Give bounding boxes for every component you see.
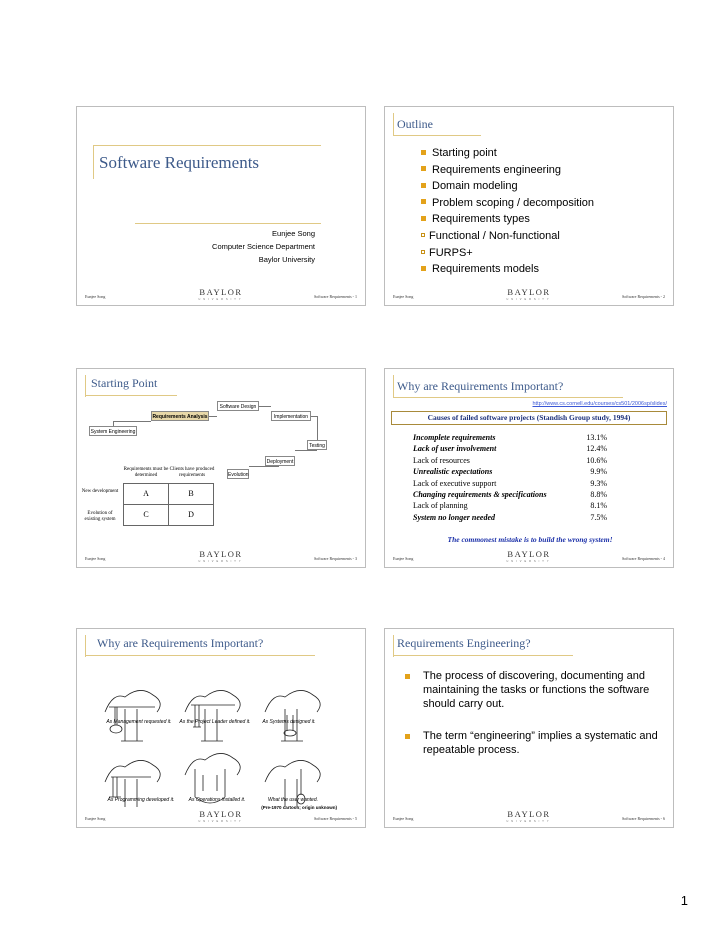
footer-page: Software Requirements - 5	[314, 816, 357, 821]
footer-page: Software Requirements - 4	[622, 556, 665, 561]
bullet-square-icon	[405, 734, 410, 739]
matrix-cell-d: D	[168, 504, 214, 526]
tree-swing-cartoon	[95, 657, 335, 807]
box-system-engineering: System Engineering	[89, 426, 137, 436]
slide-4	[384, 368, 674, 568]
cause-value: 7.5%	[590, 512, 607, 522]
footer-author: Eunjee Song	[393, 816, 414, 821]
page-number: 1	[680, 893, 688, 908]
footer-page: Software Requirements - 3	[314, 556, 357, 561]
caption-operations: As Operations installed it.	[188, 797, 246, 803]
cause-value: 8.8%	[590, 490, 607, 499]
outline-item: Requirements types	[421, 211, 594, 228]
caption-programming: As Programming developed it.	[107, 797, 175, 803]
slide-1	[76, 106, 366, 306]
slide-title: Outline	[397, 117, 433, 131]
baylor-logo-sub: UNIVERSITY	[506, 820, 552, 823]
slide-footer	[393, 287, 665, 299]
baylor-logo-sub: UNIVERSITY	[198, 820, 244, 823]
title-rule-left	[85, 375, 86, 397]
bullet-square-icon	[421, 183, 426, 188]
cause-value: 8.1%	[590, 501, 607, 511]
outline-item: Requirements engineering	[421, 162, 594, 179]
sub-bullet-icon	[421, 250, 425, 254]
cartoon-credit: (Pre-1970 cartoon; origin unknown)	[261, 805, 337, 810]
slide-title: Why are Requirements Important?	[97, 636, 264, 650]
slide-5	[76, 628, 366, 828]
conclusion: The commonest mistake is to build the wrong system!	[447, 535, 613, 544]
caption-project-leader: As the Project Leader defined it.	[179, 719, 251, 725]
table-row	[413, 467, 607, 478]
outline-item: Requirements models	[421, 261, 594, 278]
outline-subitem: FURPS+	[421, 245, 594, 262]
baylor-logo-sub: UNIVERSITY	[198, 298, 244, 301]
baylor-logo: BAYLOR	[199, 549, 243, 559]
baylor-logo-sub: UNIVERSITY	[506, 560, 552, 563]
footer-author: Eunjee Song	[393, 294, 414, 299]
footer-page: Software Requirements - 6	[622, 816, 665, 821]
slide-title: Starting Point	[91, 376, 158, 390]
connector-line	[317, 416, 318, 440]
table-row	[413, 444, 607, 455]
source-link[interactable]: http://www.cs.cornell.edu/courses/cs501/2006sp/slides/	[532, 401, 667, 407]
baylor-logo: BAYLOR	[507, 287, 551, 297]
table-row	[413, 433, 607, 444]
slide-footer	[393, 809, 665, 821]
baylor-logo: BAYLOR	[199, 809, 243, 819]
slide-title: Why are Requirements Important?	[397, 379, 564, 393]
footer-author: Eunjee Song	[85, 816, 106, 821]
slide-footer	[85, 287, 357, 299]
cause-label: System no longer needed	[413, 512, 495, 522]
baylor-logo-sub: UNIVERSITY	[198, 560, 244, 563]
footer-author: Eunjee Song	[85, 294, 106, 299]
outline-list	[421, 145, 594, 278]
title-rule-bottom	[393, 655, 573, 656]
cause-label: Lack of executive support	[413, 478, 497, 488]
caption-user-wanted: What the user wanted.	[267, 797, 319, 803]
cause-value: 13.1%	[586, 433, 607, 442]
col-header-2: Clients have produced requirements	[169, 467, 215, 478]
matrix-cell-b: B	[168, 483, 214, 505]
title-rule-left	[393, 113, 394, 135]
baylor-logo: BAYLOR	[199, 287, 243, 297]
outline-item: Domain modeling	[421, 178, 594, 195]
cause-value: 10.6%	[586, 455, 607, 465]
author-univ: Baylor University	[258, 255, 315, 264]
cause-label: Lack of planning	[413, 501, 468, 511]
slide-6	[384, 628, 674, 828]
matrix-cell-a: A	[123, 483, 169, 505]
footer-page: Software Requirements - 1	[314, 294, 357, 299]
slide-3	[76, 368, 366, 568]
footer-author: Eunjee Song	[85, 556, 106, 561]
connector-line	[259, 406, 271, 407]
row-header-2: Evolution of existing system	[84, 511, 116, 522]
title-rule-left	[393, 375, 394, 397]
cause-value: 12.4%	[586, 444, 607, 454]
row-header-1: New development	[81, 489, 119, 494]
re-item: The term “engineering” implies a systematic and repeatable process.	[403, 729, 658, 757]
baylor-logo-sub: UNIVERSITY	[506, 298, 552, 301]
slide-footer	[85, 809, 357, 821]
col-header-1: Requirements must be determined	[123, 467, 169, 478]
cause-value: 9.3%	[590, 478, 607, 488]
outline-item: Problem scoping / decomposition	[421, 195, 594, 212]
cause-label: Lack of user involvement	[413, 444, 497, 454]
slide-title: Requirements Engineering?	[397, 636, 531, 650]
box-requirements-analysis: Requirements Analysis	[151, 411, 209, 421]
cause-value: 9.9%	[590, 467, 607, 477]
table-row	[413, 490, 607, 501]
slide-footer	[85, 549, 357, 561]
bullet-square-icon	[421, 150, 426, 155]
connector-line	[209, 416, 217, 417]
connector-line	[295, 450, 317, 451]
bullet-square-icon	[405, 674, 410, 679]
cause-label: Unrealistic expectations	[413, 467, 493, 477]
baylor-logo: BAYLOR	[507, 809, 551, 819]
title-rule-bottom	[135, 223, 321, 224]
cause-label: Incomplete requirements	[413, 433, 496, 442]
cartoon-panels	[95, 657, 335, 807]
bullet-square-icon	[421, 216, 426, 221]
box-implementation: Implementation	[271, 411, 311, 421]
table-row	[413, 501, 607, 512]
re-list	[403, 669, 658, 775]
bullet-square-icon	[421, 266, 426, 271]
footer-author: Eunjee Song	[393, 556, 414, 561]
table-row	[413, 513, 607, 524]
slide-2	[384, 106, 674, 306]
title-rule-left	[85, 635, 86, 657]
title-rule-top	[93, 145, 321, 146]
outline-subitem: Functional / Non-functional	[421, 228, 594, 245]
table-row	[413, 456, 607, 467]
table-title-box	[391, 411, 667, 425]
matrix-cell-c: C	[123, 504, 169, 526]
author-dept: Computer Science Department	[212, 242, 315, 251]
connector-line	[113, 421, 151, 422]
title-rule-bottom	[393, 135, 481, 136]
title-rule-bottom	[393, 397, 623, 398]
author-name: Eunjee Song	[272, 229, 315, 238]
caption-systems: As Systems designed it.	[262, 719, 316, 725]
box-software-design: Software Design	[217, 401, 259, 411]
cause-label: Lack of resources	[413, 455, 470, 465]
connector-line	[249, 466, 279, 467]
bullet-square-icon	[421, 199, 426, 204]
causes-table	[385, 433, 675, 527]
box-evolution: Evolution	[227, 469, 249, 479]
footer-page: Software Requirements - 2	[622, 294, 665, 299]
table-row	[413, 479, 607, 490]
bullet-square-icon	[421, 166, 426, 171]
outline-item: Starting point	[421, 145, 594, 162]
title-rule-bottom	[85, 395, 177, 396]
title-rule-left	[93, 145, 94, 179]
slide-footer	[393, 549, 665, 561]
baylor-logo: BAYLOR	[507, 549, 551, 559]
cause-label: Changing requirements & specifications	[413, 490, 547, 499]
title-rule-left	[393, 635, 394, 657]
box-testing: Testing	[307, 440, 327, 450]
title-rule-bottom	[85, 655, 315, 656]
sub-bullet-icon	[421, 233, 425, 237]
table-title: Causes of failed software projects (Standish Group study, 1994)	[427, 413, 631, 422]
slide-title: Software Requirements	[99, 153, 260, 172]
box-deployment: Deployment	[265, 456, 295, 466]
re-item: The process of discovering, documenting and maintaining the tasks or functions the software should carry out.	[403, 669, 658, 711]
caption-management: As Management requested it.	[106, 719, 172, 725]
